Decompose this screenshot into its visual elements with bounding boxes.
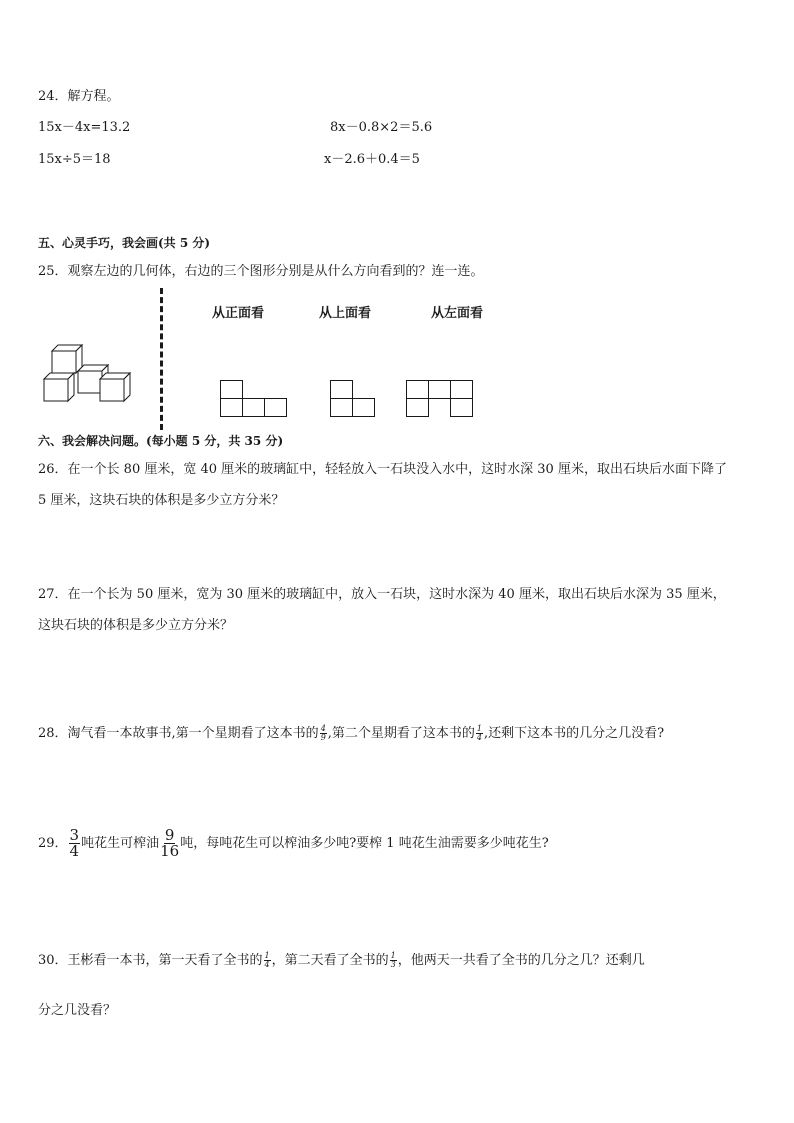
q28-frac1-den: 9: [320, 733, 326, 742]
q28-part-2: ,第二个星期看了这本书的: [327, 726, 475, 741]
equation-3: 15x÷5＝18: [38, 152, 111, 167]
q30-fraction-1: [264, 952, 271, 969]
view-shape-2: [330, 380, 376, 420]
q24-title: 24．解方程。: [38, 89, 120, 104]
q29-fraction-2: [160, 828, 179, 859]
q28-frac2-num: 1: [476, 724, 483, 733]
q30-frac2-den: 3: [390, 960, 396, 969]
q28-fraction-2: [476, 725, 483, 742]
q28-frac2-den: 4: [476, 733, 483, 742]
cube-solid-figure: [40, 345, 140, 405]
q30-frac1-den: 4: [264, 960, 270, 969]
q29-frac1-num: 3: [69, 826, 80, 844]
q29-number: 29．: [38, 836, 68, 851]
q29-part-2: 吨，每吨花生可以榨油多少吨?要榨 1 吨花生油需要多少吨花生?: [180, 836, 549, 851]
q26-line-2: 5 厘米，这块石块的体积是多少立方分米？: [38, 493, 285, 508]
q28-part-1: 28．淘气看一本故事书,第一个星期看了这本书的: [38, 726, 319, 741]
q30-frac1-num: 1: [264, 951, 270, 960]
section-6-heading: 六、我会解决问题。(每小题 5 分，共 35 分): [38, 434, 284, 448]
q27-line-1: 27．在一个长为 50 厘米，宽为 30 厘米的玻璃缸中，放入一石块，这时水深为 40 厘米，取出石块后水深为 35 厘米，: [38, 587, 726, 602]
view-shape-1: [220, 380, 288, 420]
q29-part-1: 吨花生可榨油: [81, 836, 160, 851]
q29-frac2-num: 9: [164, 826, 175, 844]
q30-line-2: 分之几没看？: [38, 1003, 117, 1018]
q29-frac1-den: 4: [69, 842, 80, 860]
equation-2: 8x－0.8×2＝5.6: [330, 120, 433, 135]
q26-line-1: 26．在一个长 80 厘米，宽 40 厘米的玻璃缸中，轻轻放入一石块没入水中，这时水深 30 厘米，取出石块后水面下降了: [38, 462, 727, 477]
q29-frac2-den: 16: [160, 842, 180, 860]
q27-line-2: 这块石块的体积是多少立方分米？: [38, 618, 234, 633]
q30-part-1: 30．王彬看一本书，第一天看了全书的: [38, 953, 263, 968]
dashed-divider: [160, 288, 163, 430]
q28-frac1-num: 4: [320, 724, 326, 733]
q30-part-2: ，第二天看了全书的: [271, 953, 389, 968]
view-label-front: 从正面看: [212, 306, 265, 321]
q28-fraction-1: [320, 725, 327, 742]
q25-text: 25．观察左边的几何体，右边的三个图形分别是从什么方向看到的？连一连。: [38, 264, 484, 279]
q30-fraction-2: [390, 952, 397, 969]
q30-frac2-num: 1: [390, 951, 396, 960]
q30-line-1: [38, 949, 645, 969]
equation-4: x－2.6＋0.4＝5: [324, 152, 420, 167]
section-5-heading: 五、心灵手巧，我会画(共 5 分): [38, 236, 211, 250]
q28-part-3: ,还剩下这本书的几分之几没看?: [484, 726, 665, 741]
equation-1: 15x－4x=13.2: [38, 120, 131, 135]
q30-part-3: ，他两天一共看了全书的几分之几？还剩几: [397, 953, 645, 968]
view-shape-3: [406, 380, 474, 420]
q28-text: [38, 722, 664, 742]
q29-fraction-1: [69, 828, 81, 859]
view-label-top: 从上面看: [319, 306, 372, 321]
q29-text: [38, 828, 549, 859]
view-label-left: 从左面看: [431, 306, 484, 321]
